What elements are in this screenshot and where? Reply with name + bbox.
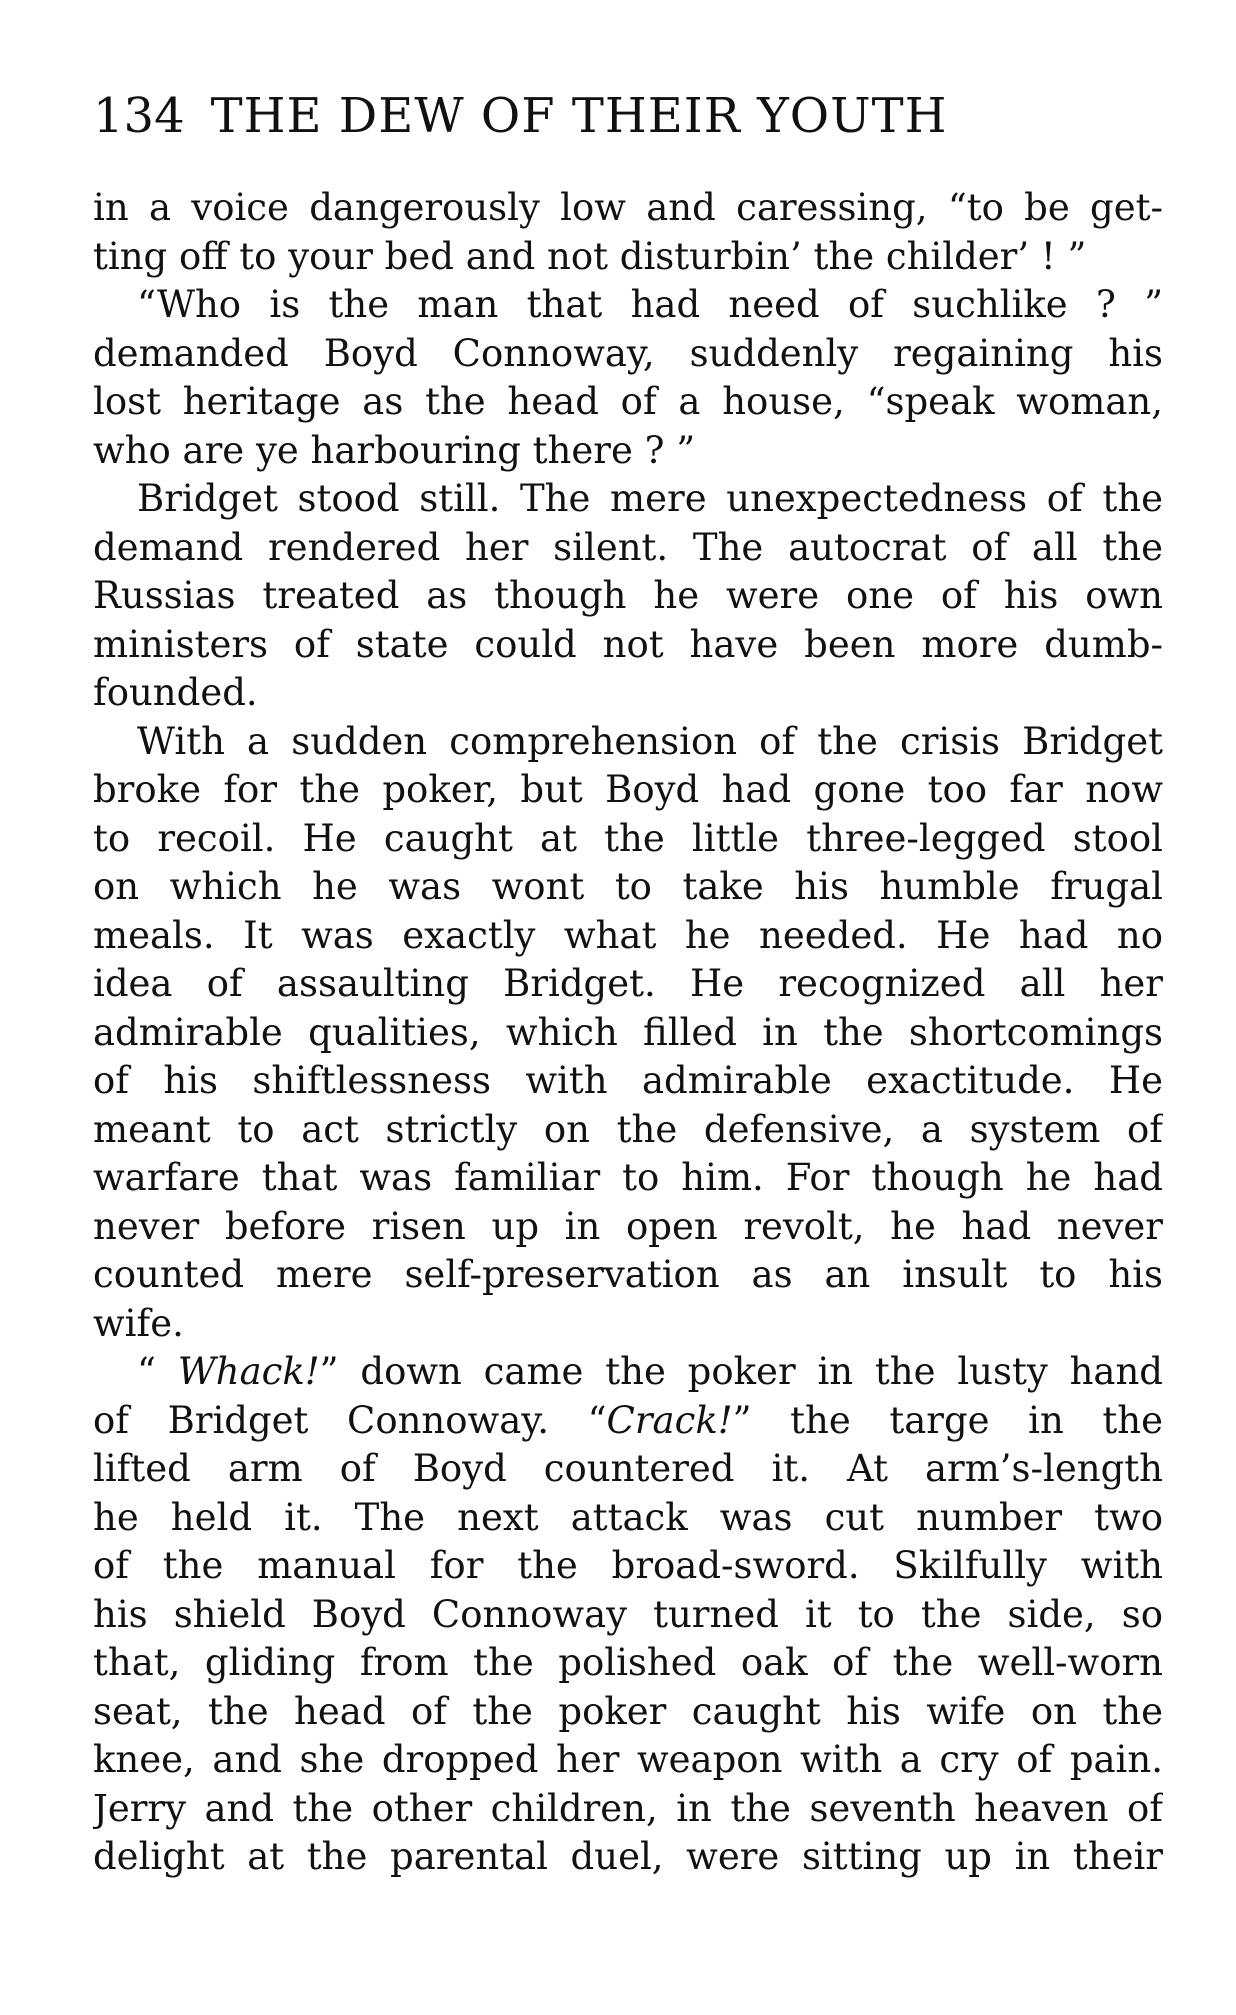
text-line: never before risen up in open revolt, he had never bbox=[93, 1204, 1163, 1248]
text-line: to recoil. He caught at the little three-legged stool bbox=[93, 816, 1163, 860]
text-segment: “ bbox=[137, 1350, 178, 1393]
page-number: 134 bbox=[93, 88, 185, 144]
text-line: delight at the parental duel, were sitting up in their bbox=[93, 1835, 1163, 1878]
text-line: idea of assaulting Bridget. He recognized all her bbox=[93, 962, 1163, 1005]
text-line: founded. bbox=[93, 671, 258, 714]
text-line: meals. It was exactly what he needed. He had no bbox=[93, 913, 1163, 957]
text-line bbox=[93, 1348, 1163, 1397]
text-line: counted mere self-preservation as an insult to his bbox=[93, 1253, 1163, 1296]
body-text bbox=[93, 184, 1163, 1882]
italic-word: Crack! bbox=[606, 1398, 733, 1442]
italic-word: Whack! bbox=[177, 1350, 320, 1393]
text-line: “Who is the man that had need of suchlike ? ” bbox=[137, 283, 1163, 326]
text-line: on which he was wont to take his humble frugal bbox=[93, 865, 1163, 908]
text-line: ting off to your bed and not disturbin’ the childer’ ! ” bbox=[93, 234, 1087, 278]
text-segment: of Bridget Connoway. “ bbox=[93, 1398, 607, 1442]
text-line: who are ye harbouring there ? ” bbox=[93, 428, 696, 472]
text-line: demand rendered her silent. The autocrat of all the bbox=[93, 525, 1163, 569]
page-header bbox=[93, 88, 1163, 148]
text-line: lifted arm of Boyd countered it. At arm’s-length bbox=[93, 1447, 1163, 1490]
text-line: of the manual for the broad-sword. Skilfully with bbox=[93, 1544, 1163, 1587]
text-line: demanded Boyd Connoway, suddenly regaining his bbox=[93, 331, 1163, 375]
text-line: his shield Boyd Connoway turned it to the side, so bbox=[93, 1592, 1163, 1636]
text-line: that, gliding from the polished oak of the well-worn bbox=[93, 1641, 1163, 1684]
text-line: ministers of state could not have been more dumb- bbox=[93, 622, 1163, 666]
text-line: Bridget stood still. The mere unexpectedness of the bbox=[137, 477, 1163, 520]
text-line: knee, and she dropped her weapon with a cry of pain. bbox=[93, 1738, 1163, 1781]
text-line: seat, the head of the poker caught his wife on the bbox=[93, 1689, 1163, 1733]
text-line: meant to act strictly on the defensive, a system of bbox=[93, 1107, 1163, 1151]
text-line bbox=[93, 1397, 1163, 1446]
text-line: he held it. The next attack was cut number two bbox=[93, 1495, 1163, 1539]
running-title: THE DEW OF THEIR YOUTH bbox=[210, 88, 948, 144]
text-line: warfare that was familiar to him. For though he had bbox=[93, 1156, 1163, 1199]
text-line: lost heritage as the head of a house, “speak woman, bbox=[93, 380, 1163, 423]
text-segment: ” the targe in the bbox=[732, 1398, 1163, 1442]
text-segment: ” down came the poker in the lusty hand bbox=[319, 1350, 1163, 1393]
text-line: broke for the poker, but Boyd had gone too far now bbox=[93, 768, 1163, 811]
text-line: admirable qualities, which filled in the shortcomings bbox=[93, 1010, 1163, 1054]
text-line: With a sudden comprehension of the crisis Bridget bbox=[137, 719, 1163, 763]
text-line: of his shiftlessness with admirable exactitude. He bbox=[93, 1059, 1163, 1102]
text-line: wife. bbox=[93, 1301, 184, 1345]
text-line: Russias treated as though he were one of his own bbox=[93, 574, 1163, 617]
text-line: in a voice dangerously low and caressing, “to be get- bbox=[93, 186, 1163, 229]
text-line: Jerry and the other children, in the seventh heaven of bbox=[93, 1786, 1163, 1830]
